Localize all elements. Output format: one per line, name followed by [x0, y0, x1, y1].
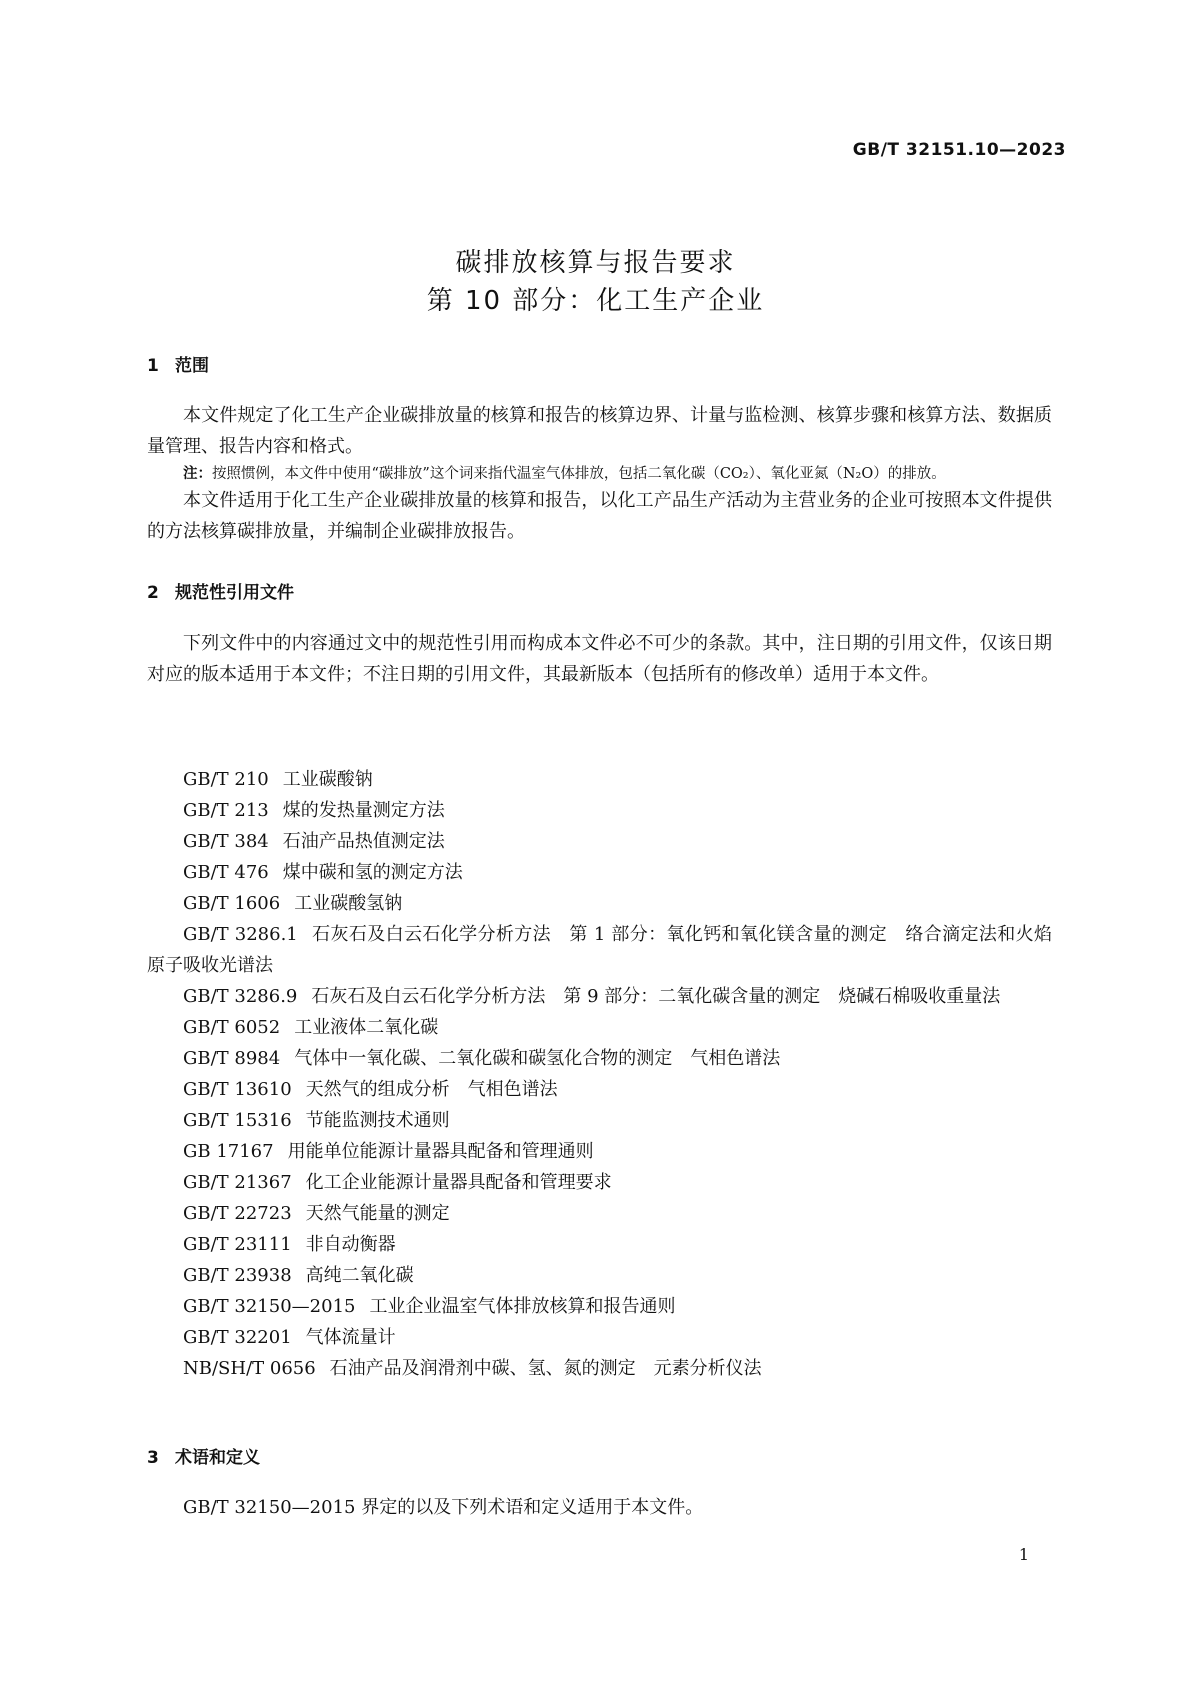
reference-item [147, 888, 1052, 919]
terms-paragraph: GB/T 32150—2015 界定的以及下列术语和定义适用于本文件。 [183, 1497, 704, 1518]
reference-item [147, 981, 1052, 1012]
note-text: 按照惯例，本文件中使用“碳排放”这个词来指代温室气体排放，包括二氧化碳（CO₂）、氧化亚氮（N₂O）的排放。 [212, 466, 946, 482]
section-heading-terms [147, 1443, 260, 1468]
reference-code: GB/T 6052 [183, 1017, 281, 1038]
reference-item [147, 919, 1052, 981]
reference-item [147, 1229, 1052, 1260]
reference-item [147, 1012, 1052, 1043]
section-number: 2 [147, 583, 159, 603]
reference-title: 化工企业能源计量器具配备和管理要求 [305, 1172, 612, 1193]
note-label: 注： [183, 466, 212, 482]
section-heading-normative-references [147, 578, 294, 603]
reference-title: 工业液体二氧化碳 [294, 1017, 439, 1038]
reference-title: 石油产品热值测定法 [282, 831, 445, 852]
document-title: 碳排放核算与报告要求 [455, 248, 736, 278]
section-number: 3 [147, 1448, 159, 1468]
reference-code: GB/T 210 [183, 769, 269, 790]
reference-code: GB/T 213 [183, 800, 269, 821]
reference-title: 工业碳酸氢钠 [294, 893, 403, 914]
reference-title: 石灰石及白云石化学分析方法 第 1 部分：氧化钙和氧化镁含量的测定 络合滴定法和火焰原子吸收光谱法 [147, 924, 1052, 976]
reference-item [147, 764, 1052, 795]
reference-item [147, 857, 1052, 888]
reference-item [147, 1260, 1052, 1291]
references-intro: 下列文件中的内容通过文中的规范性引用而构成本文件必不可少的条款。其中，注日期的引用文件，仅该日期对应的版本适用于本文件；不注日期的引用文件，其最新版本（包括所有的修改单）适用于本文件。 [147, 633, 1052, 685]
reference-code: GB/T 22723 [183, 1203, 292, 1224]
standard-code: GB/T 32151.10—2023 [852, 140, 1066, 160]
reference-item [147, 1353, 1052, 1384]
reference-code: GB/T 8984 [183, 1048, 281, 1069]
section-heading-scope [147, 351, 209, 376]
section-title: 范围 [175, 356, 209, 376]
reference-title: 天然气能量的测定 [305, 1203, 450, 1224]
reference-title: 工业企业温室气体排放核算和报告通则 [369, 1296, 676, 1317]
reference-item [147, 1167, 1052, 1198]
reference-title: 煤中碳和氢的测定方法 [282, 862, 463, 883]
reference-item [147, 1322, 1052, 1353]
reference-title: 高纯二氧化碳 [305, 1265, 414, 1286]
reference-list [147, 764, 1052, 1384]
section-number: 1 [147, 356, 159, 376]
reference-item [147, 826, 1052, 857]
reference-code: GB/T 23111 [183, 1234, 292, 1255]
reference-title: 用能单位能源计量器具配备和管理通则 [287, 1141, 594, 1162]
reference-title: 石灰石及白云石化学分析方法 第 9 部分：二氧化碳含量的测定 烧碱石棉吸收重量法 [311, 986, 1001, 1007]
scope-paragraph: 本文件规定了化工生产企业碳排放量的核算和报告的核算边界、计量与监检测、核算步骤和核算方法、数据质量管理、报告内容和格式。 [147, 405, 1052, 457]
reference-code: GB/T 32201 [183, 1327, 292, 1348]
reference-code: GB/T 3286.1 [183, 924, 298, 945]
document-subtitle: 第 10 部分：化工生产企业 [426, 286, 765, 316]
reference-title: 煤的发热量测定方法 [282, 800, 445, 821]
reference-code: GB 17167 [183, 1141, 274, 1162]
reference-code: GB/T 32150—2015 [183, 1296, 356, 1317]
section-title: 术语和定义 [175, 1448, 260, 1468]
reference-code: GB/T 15316 [183, 1110, 292, 1131]
reference-title: 石油产品及润滑剂中碳、氢、氮的测定 元素分析仪法 [329, 1358, 762, 1379]
reference-code: GB/T 21367 [183, 1172, 292, 1193]
reference-code: GB/T 13610 [183, 1079, 292, 1100]
reference-title: 气体流量计 [305, 1327, 396, 1348]
reference-item [147, 1043, 1052, 1074]
page-number: 1 [1018, 1545, 1029, 1564]
reference-title: 工业碳酸钠 [282, 769, 373, 790]
reference-code: GB/T 23938 [183, 1265, 292, 1286]
reference-item [147, 1198, 1052, 1229]
reference-title: 节能监测技术通则 [305, 1110, 450, 1131]
reference-code: GB/T 476 [183, 862, 269, 883]
reference-title: 非自动衡器 [305, 1234, 396, 1255]
reference-title: 天然气的组成分析 气相色谱法 [305, 1079, 558, 1100]
reference-item [147, 795, 1052, 826]
reference-code: GB/T 3286.9 [183, 986, 298, 1007]
scope-applicability-paragraph: 本文件适用于化工生产企业碳排放量的核算和报告，以化工产品生产活动为主营业务的企业可按照本文件提供的方法核算碳排放量，并编制企业碳排放报告。 [147, 490, 1052, 542]
reference-item [147, 1136, 1052, 1167]
reference-item [147, 1074, 1052, 1105]
section-title: 规范性引用文件 [175, 583, 294, 603]
reference-code: NB/SH/T 0656 [183, 1358, 316, 1379]
reference-title: 气体中一氧化碳、二氧化碳和碳氢化合物的测定 气相色谱法 [294, 1048, 781, 1069]
scope-note [183, 462, 1058, 483]
reference-item [147, 1291, 1052, 1322]
reference-code: GB/T 1606 [183, 893, 281, 914]
reference-item [147, 1105, 1052, 1136]
reference-code: GB/T 384 [183, 831, 269, 852]
